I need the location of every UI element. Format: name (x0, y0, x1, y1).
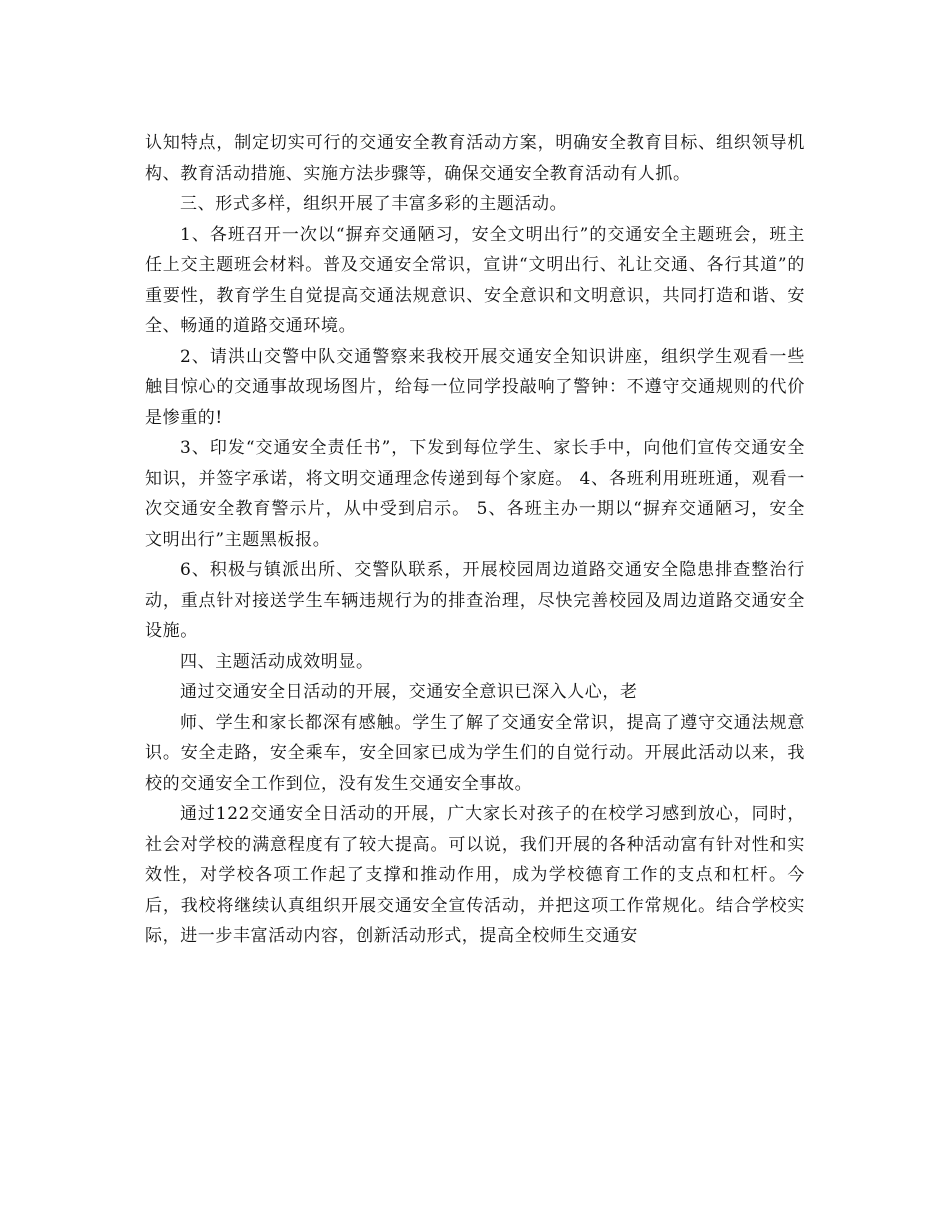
paragraph-3: 1、各班召开一次以“摒弃交通陋习，安全文明出行”的交通安全主题班会，班主任上交主题班会材料。普及交通安全常识，宣讲“文明出行、礼让交通、各行其道”的重要性，教育学生自觉提高交通法规意识、安全意识和文明意识，共同打造和谐、安全、畅通的道路交通环境。 (145, 224, 805, 336)
paragraph-1: 认知特点，制定切实可行的交通安全教育活动方案，明确安全教育目标、组织领导机构、教育活动措施、实施方法步骤等，确保交通安全教育活动有人抓。 (145, 133, 805, 184)
paragraph-5: 3、印发“交通安全责任书”，下发到每位学生、家长手中，向他们宣传交通安全知识，并签字承诺，将文明交通理念传递到每个家庭。 4、各班利用班班通，观看一次交通安全教育警示片，从中受到启示。 5、各班主办一期以“摒弃交通陋习，安全文明出行”主题黑板报。 (145, 438, 805, 550)
paragraph-6: 6、积极与镇派出所、交警队联系，开展校园周边道路交通安全隐患排查整治行动，重点针对接送学生车辆违规行为的排查治理，尽快完善校园及周边道路交通安全设施。 (145, 560, 805, 641)
paragraph-2: 三、形式多样，组织开展了丰富多彩的主题活动。 (180, 194, 568, 214)
paragraph-10: 通过122交通安全日活动的开展，广大家长对孩子的在校学习感到放心，同时，社会对学校的满意程度有了较大提高。可以说，我们开展的各种活动富有针对性和实效性，对学校各项工作起了支撑和推动作用，成为学校德育工作的支点和杠杆。今后，我校将继续认真组织开展交通安全宣传活动，并把这项工作常规化。结合学校实际，进一步丰富活动内容，创新活动形式，提高全校师生交通安 (145, 804, 805, 946)
document-page (145, 128, 805, 952)
paragraph-4: 2、请洪山交警中队交通警察来我校开展交通安全知识讲座，组织学生观看一些触目惊心的交通事故现场图片，给每一位同学投敲响了警钟：不遵守交通规则的代价是惨重的! (145, 346, 805, 428)
paragraph-8: 通过交通安全日活动的开展，交通安全意识已深入人心，老 (180, 682, 638, 702)
paragraph-7: 四、主题活动成效明显。 (180, 651, 374, 672)
paragraph-9: 师、学生和家长都深有感触。学生了解了交通安全常识，提高了遵守交通法规意识。安全走路，安全乘车，安全回家已成为学生们的自觉行动。开展此活动以来，我校的交通安全工作到位，没有发生交通安全事故。 (145, 712, 805, 794)
